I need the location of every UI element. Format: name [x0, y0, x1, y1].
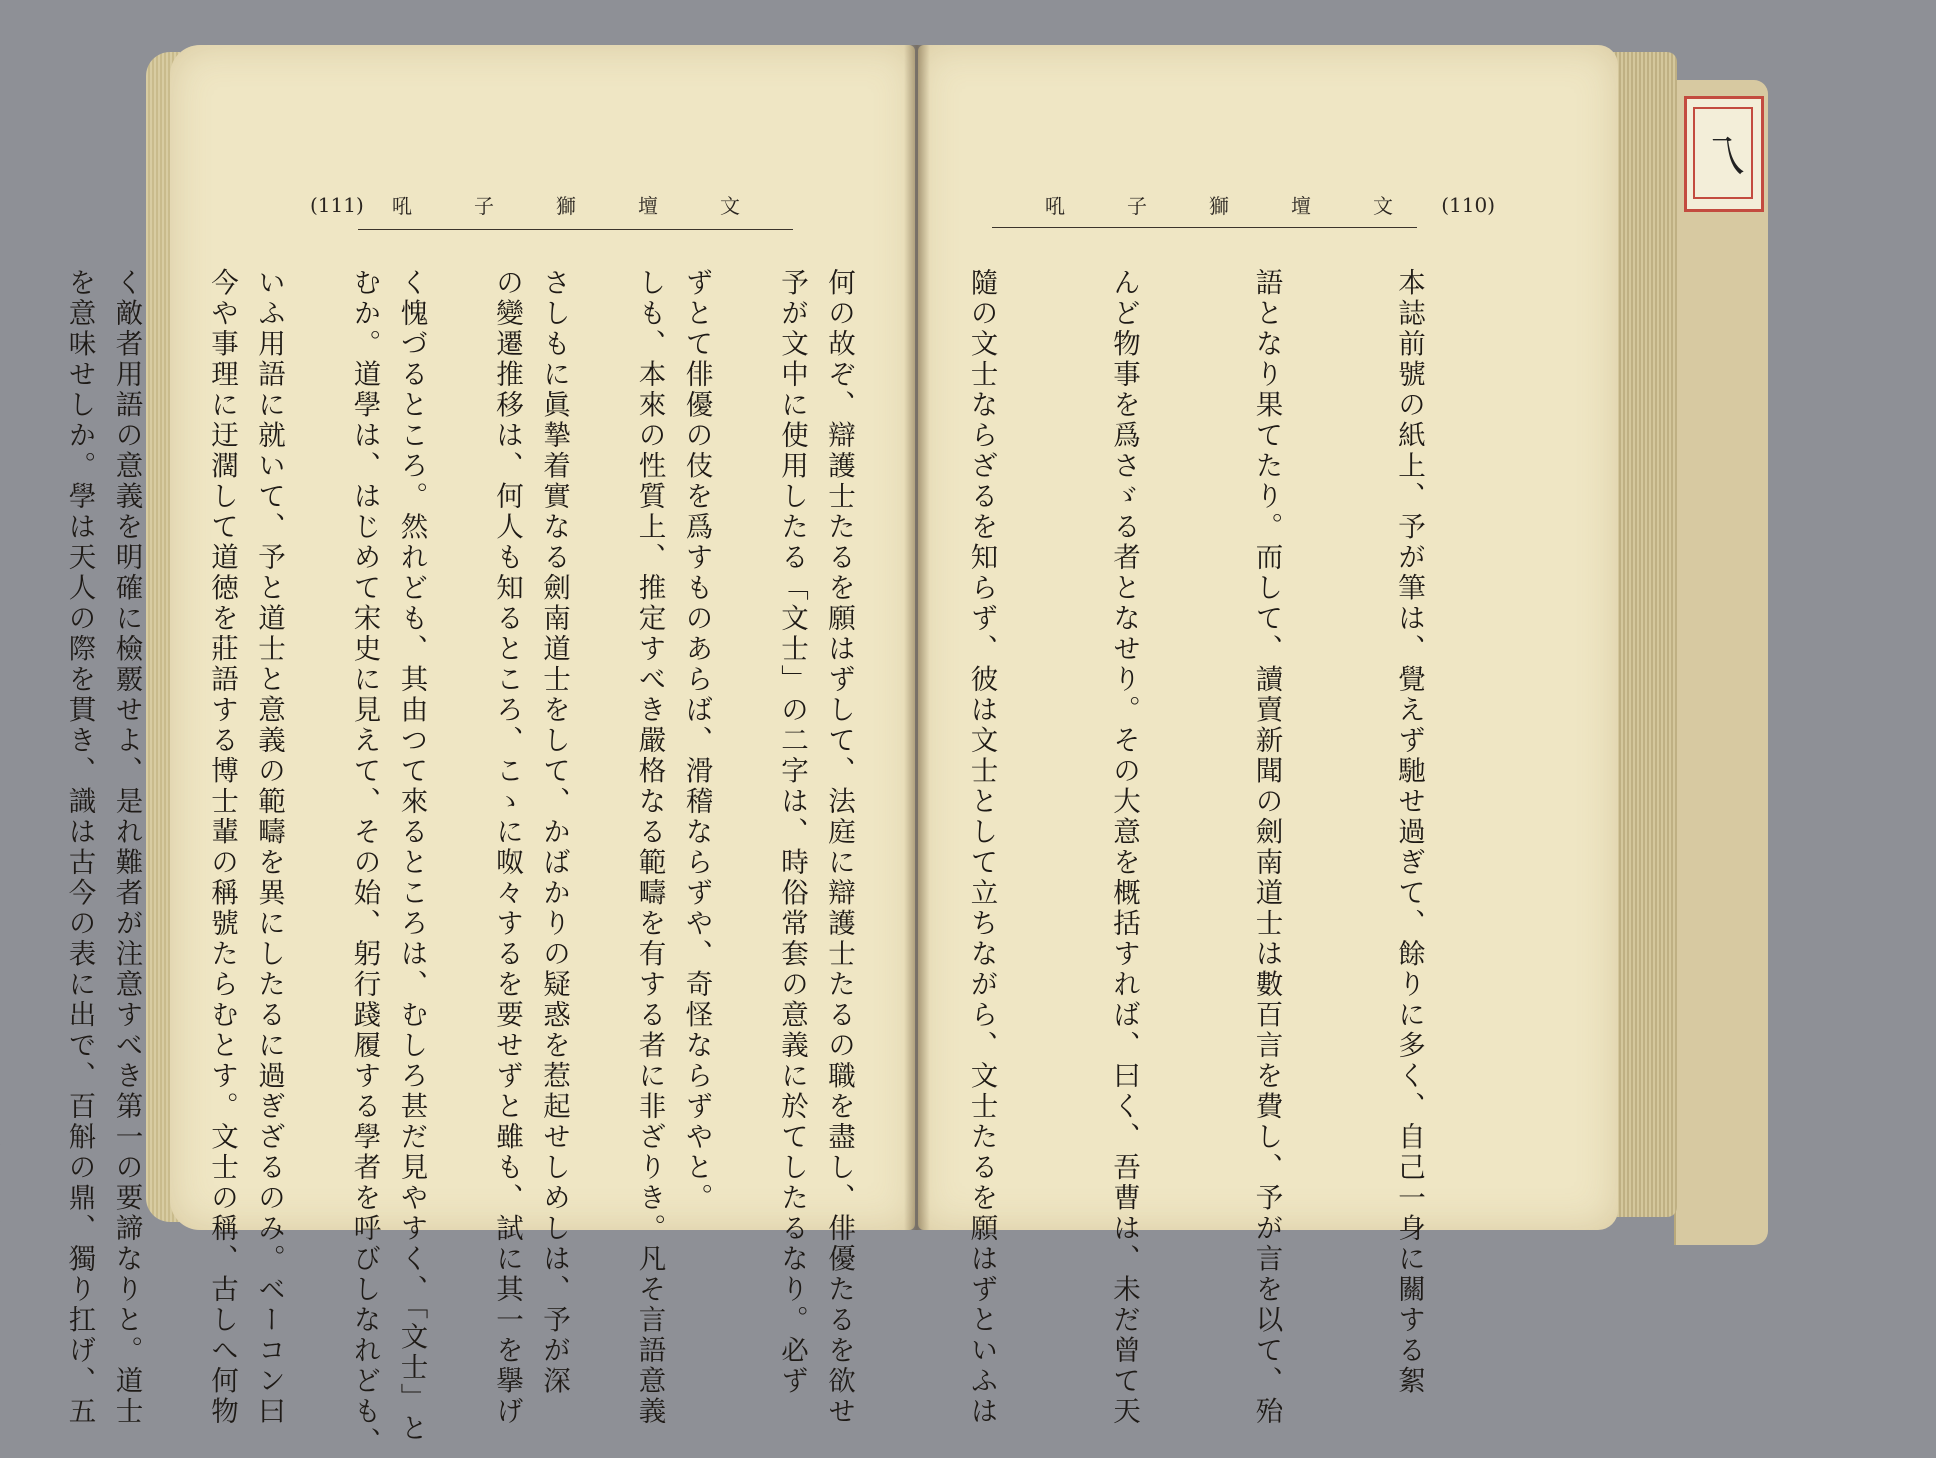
title-char: 壇	[1291, 194, 1311, 218]
text-line: 今や事理に迂濶して道徳を莊語する博士輩の稱號たらむとす。文士の稱、古しへ何物	[206, 268, 238, 1427]
title-char: 文	[720, 194, 740, 218]
right-running-head	[1045, 190, 1495, 219]
title-char: 子	[1127, 194, 1147, 218]
text-line: さしもに眞摯着實なる劍南道士をして、かばかりの疑惑を惹起せしめしは、予が深	[538, 268, 570, 1397]
title-char: 子	[474, 194, 494, 218]
right-head-rule	[992, 227, 1417, 228]
title-char: 壇	[638, 194, 658, 218]
text-line: むか。道學は、はじめて宋史に見えて、その始、躬行踐履する學者を呼びしなれども、	[348, 268, 381, 1458]
text-line: しも、本來の性質上、推定すべき嚴格なる範疇を有する者に非ざりき。凡そ言語意義	[633, 268, 666, 1427]
left-page-title	[392, 190, 740, 219]
right-page-number: (110)	[1441, 192, 1495, 217]
back-cover	[1674, 80, 1768, 1245]
text-line: いふ用語に就いて、予と道士と意義の範疇を異にしたるに過ぎざるのみ。ベーコン曰	[253, 268, 285, 1427]
library-label	[1684, 96, 1764, 212]
text-line: く愧づるところ。然れども、其由つて來るところは、むしろ甚だ見やすく、「文士」と	[395, 268, 428, 1444]
title-char: 獅	[1209, 194, 1229, 218]
left-page-number: (111)	[310, 192, 364, 217]
text-line: 何の故ぞ、辯護士たるを願はずして、法庭に辯護士たるの職を盡し、俳優たるを欲せ	[823, 268, 855, 1427]
text-line: く敵者用語の意義を明確に檢覈せよ、是れ難者が注意すべき第一の要諦なりと。道士	[110, 268, 143, 1427]
title-char: 獅	[556, 194, 576, 218]
text-line: んど物事を爲さゞる者となせり。その大意を概括すれば、曰く、吾曹は、未だ曾て天	[1108, 268, 1140, 1427]
text-line	[0, 268, 7, 1148]
left-running-head	[310, 190, 740, 219]
title-char: 吼	[392, 194, 412, 218]
title-char: 吼	[1045, 194, 1065, 218]
right-page-title	[1045, 190, 1393, 219]
text-line: 予が文中に使用したる「文士」の二字は、時俗常套の意義に於てしたるなり。必ず	[776, 268, 808, 1397]
text-line: の變遷推移は、何人も知るところ、こゝに呶々するを要せずと雖も、試に其一を擧げ	[491, 268, 523, 1427]
left-head-rule	[358, 229, 793, 230]
text-line: ずとて俳優の伎を爲すものあらば、滑稽ならずや、奇怪ならずやと。	[680, 268, 713, 1214]
text-line: 本誌前號の紙上、予が筆は、覺えず馳せ過ぎて、餘りに多く、自己一身に關する絮	[1393, 268, 1425, 1397]
library-label-mark: 乁	[1693, 107, 1753, 199]
text-line: 隨の文士ならざるを知らず、彼は文士として立ちながら、文士たるを願はずといふは	[965, 268, 998, 1427]
text-line: 語となり果てたり。而して、讀賣新聞の劍南道士は數百言を費し、予が言を以て、殆	[1250, 268, 1283, 1427]
text-line: を意味せしか。學は天人の際を貫き、識は古今の表に出で、百斛の鼎、獨り扛げ、五	[63, 268, 96, 1427]
title-char: 文	[1373, 194, 1393, 218]
